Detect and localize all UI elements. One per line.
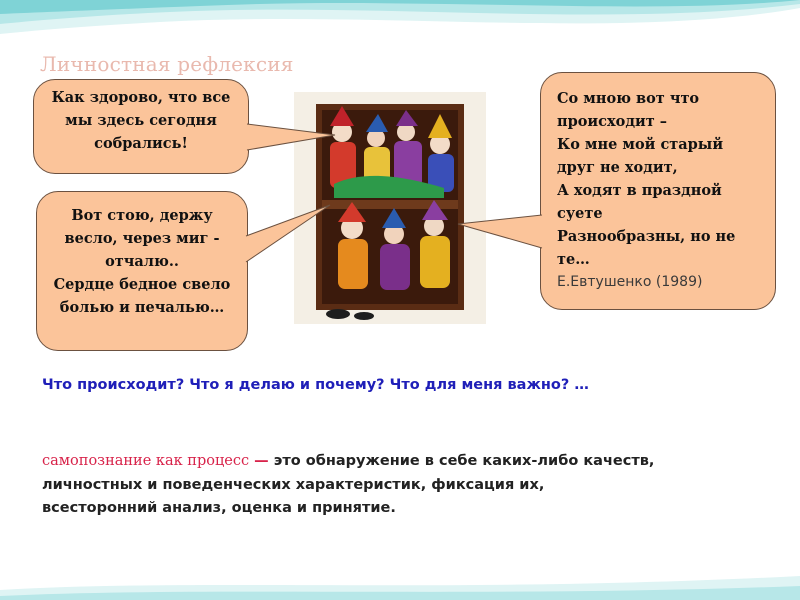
bubble-line: Вот стою, держу [71, 207, 213, 224]
slide-title: Личностная рефлексия [40, 52, 294, 76]
poem-line: друг не ходит, [557, 159, 678, 176]
poem-line: суете [557, 205, 603, 222]
poem-line: происходит – [557, 113, 668, 130]
speech-bubble-poem [540, 72, 776, 310]
bubble-line: собрались! [94, 135, 188, 152]
definition-line-3: всесторонний анализ, оценка и принятие. [42, 500, 396, 516]
bubble-line: болью и печалью… [59, 299, 225, 316]
speech-bubble-verse [36, 191, 248, 351]
jester-dolls-photo [294, 92, 486, 324]
definition-term: самопознание как процесс [42, 453, 250, 469]
definition-line-2: личностных и поведенческих характеристик, фиксация их, [42, 476, 545, 493]
poem-line: те… [557, 251, 590, 268]
definition-text-1: это обнаружение в себе каких-либо качеств, [268, 453, 655, 469]
poem-line: Ко мне мой старый [557, 136, 724, 153]
bubble-line: мы здесь сегодня [65, 112, 217, 129]
bubble-line: весло, через миг - [64, 230, 220, 247]
poem-line: Разнообразны, но не [557, 228, 736, 245]
speech-bubble-greeting [33, 79, 249, 174]
definition-dash: — [254, 453, 269, 469]
bubble-line: отчалю.. [105, 253, 179, 270]
poem-line: А ходят в праздной [557, 182, 722, 199]
definition-line-1 [42, 450, 777, 474]
poem-author: Е.Евтушенко (1989) [557, 274, 703, 290]
bubble-line: Сердце бедное свело [53, 276, 231, 293]
reflection-questions: Что происходит? Что я делаю и почему? Что для меня важно? … [42, 377, 589, 393]
bottom-wave-decoration [0, 560, 800, 600]
poem-line: Со мною вот что [557, 90, 700, 107]
bubble-line: Как здорово, что все [51, 89, 231, 106]
definition-text [42, 450, 777, 521]
